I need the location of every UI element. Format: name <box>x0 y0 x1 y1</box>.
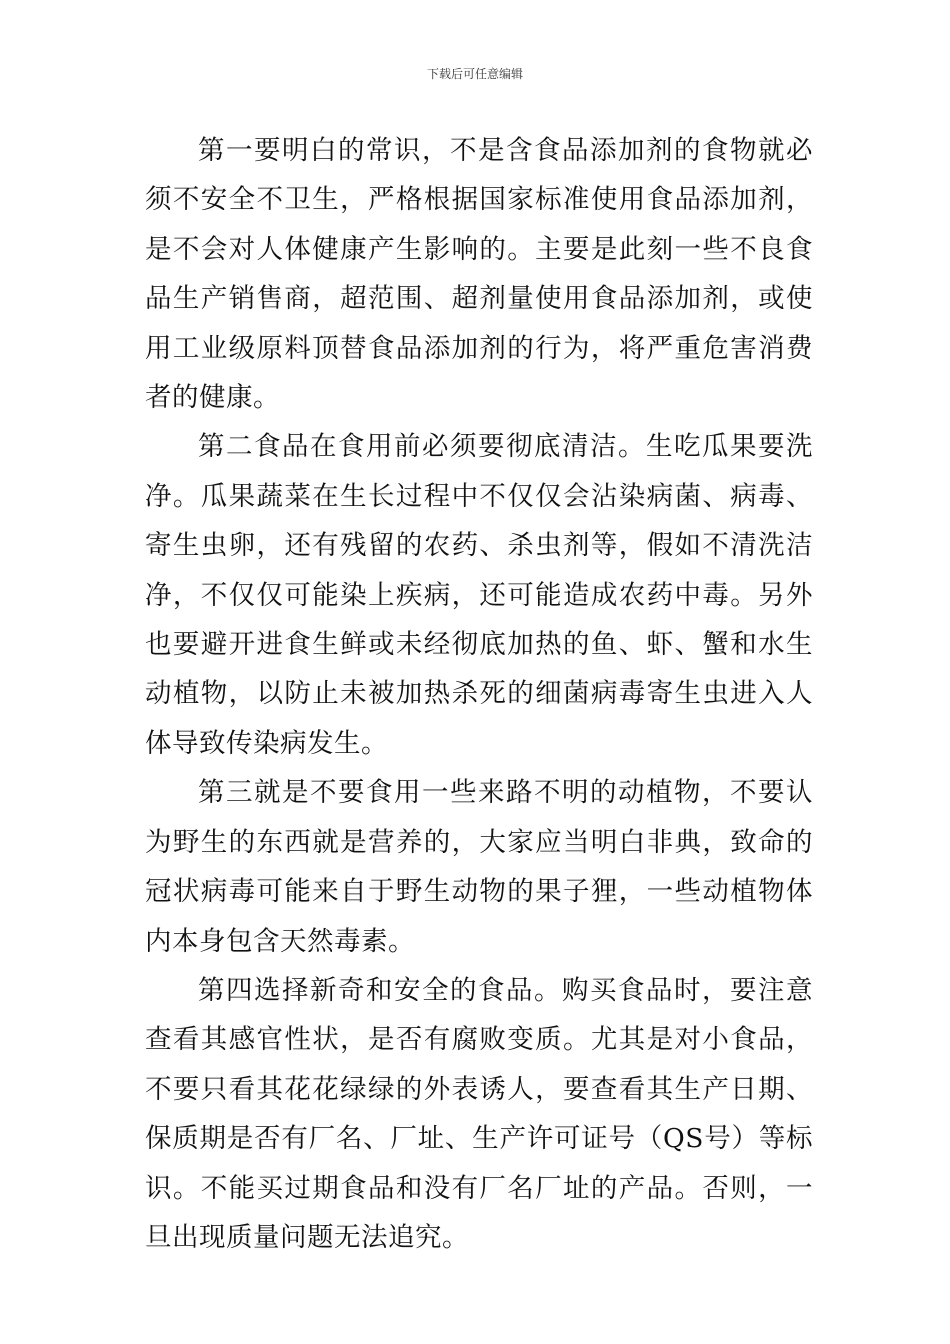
paragraph-3: 第三就是不要食用一些来路不明的动植物，不要认为野生的东西就是营养的，大家应当明白非典，致命的冠状病毒可能来自于野生动物的果子狸，一些动植物体内本身包含天然毒素。 <box>145 777 813 957</box>
paragraph-1: 第一要明白的常识，不是含食品添加剂的食物就必须不安全不卫生，严格根据国家标准使用食品添加剂，是不会对人体健康产生影响的。主要是此刻一些不良食品生产销售商，超范围、超剂量使用食品添加剂，或使用工业级原料顶替食品添加剂的行为，将严重危害消费者的健康。 <box>145 135 813 414</box>
paragraph-2: 第二食品在食用前必须要彻底清洁。生吃瓜果要洗净。瓜果蔬菜在生长过程中不仅仅会沾染病菌、病毒、寄生虫卵，还有残留的农药、杀虫剂等，假如不清洗洁净，不仅仅可能染上疾病，还可能造成农药中毒。另外也要避开进食生鲜或未经彻底加热的鱼、虾、蟹和水生动植物，以防止未被加热杀死的细菌病毒寄生虫进入人体导致传染病发生。 <box>145 431 813 759</box>
document-body <box>145 126 813 1262</box>
page-header: 下载后可任意编辑 <box>426 67 523 81</box>
paragraph-4: 第四选择新奇和安全的食品。购买食品时，要注意查看其感官性状，是否有腐败变质。尤其是对小食品，不要只看其花花绿绿的外表诱人，要查看其生产日期、保质期是否有厂名、厂址、生产许可证号（QS号）等标识。不能买过期食品和没有厂名厂址的产品。否则，一旦出现质量问题无法追究。 <box>145 974 813 1253</box>
